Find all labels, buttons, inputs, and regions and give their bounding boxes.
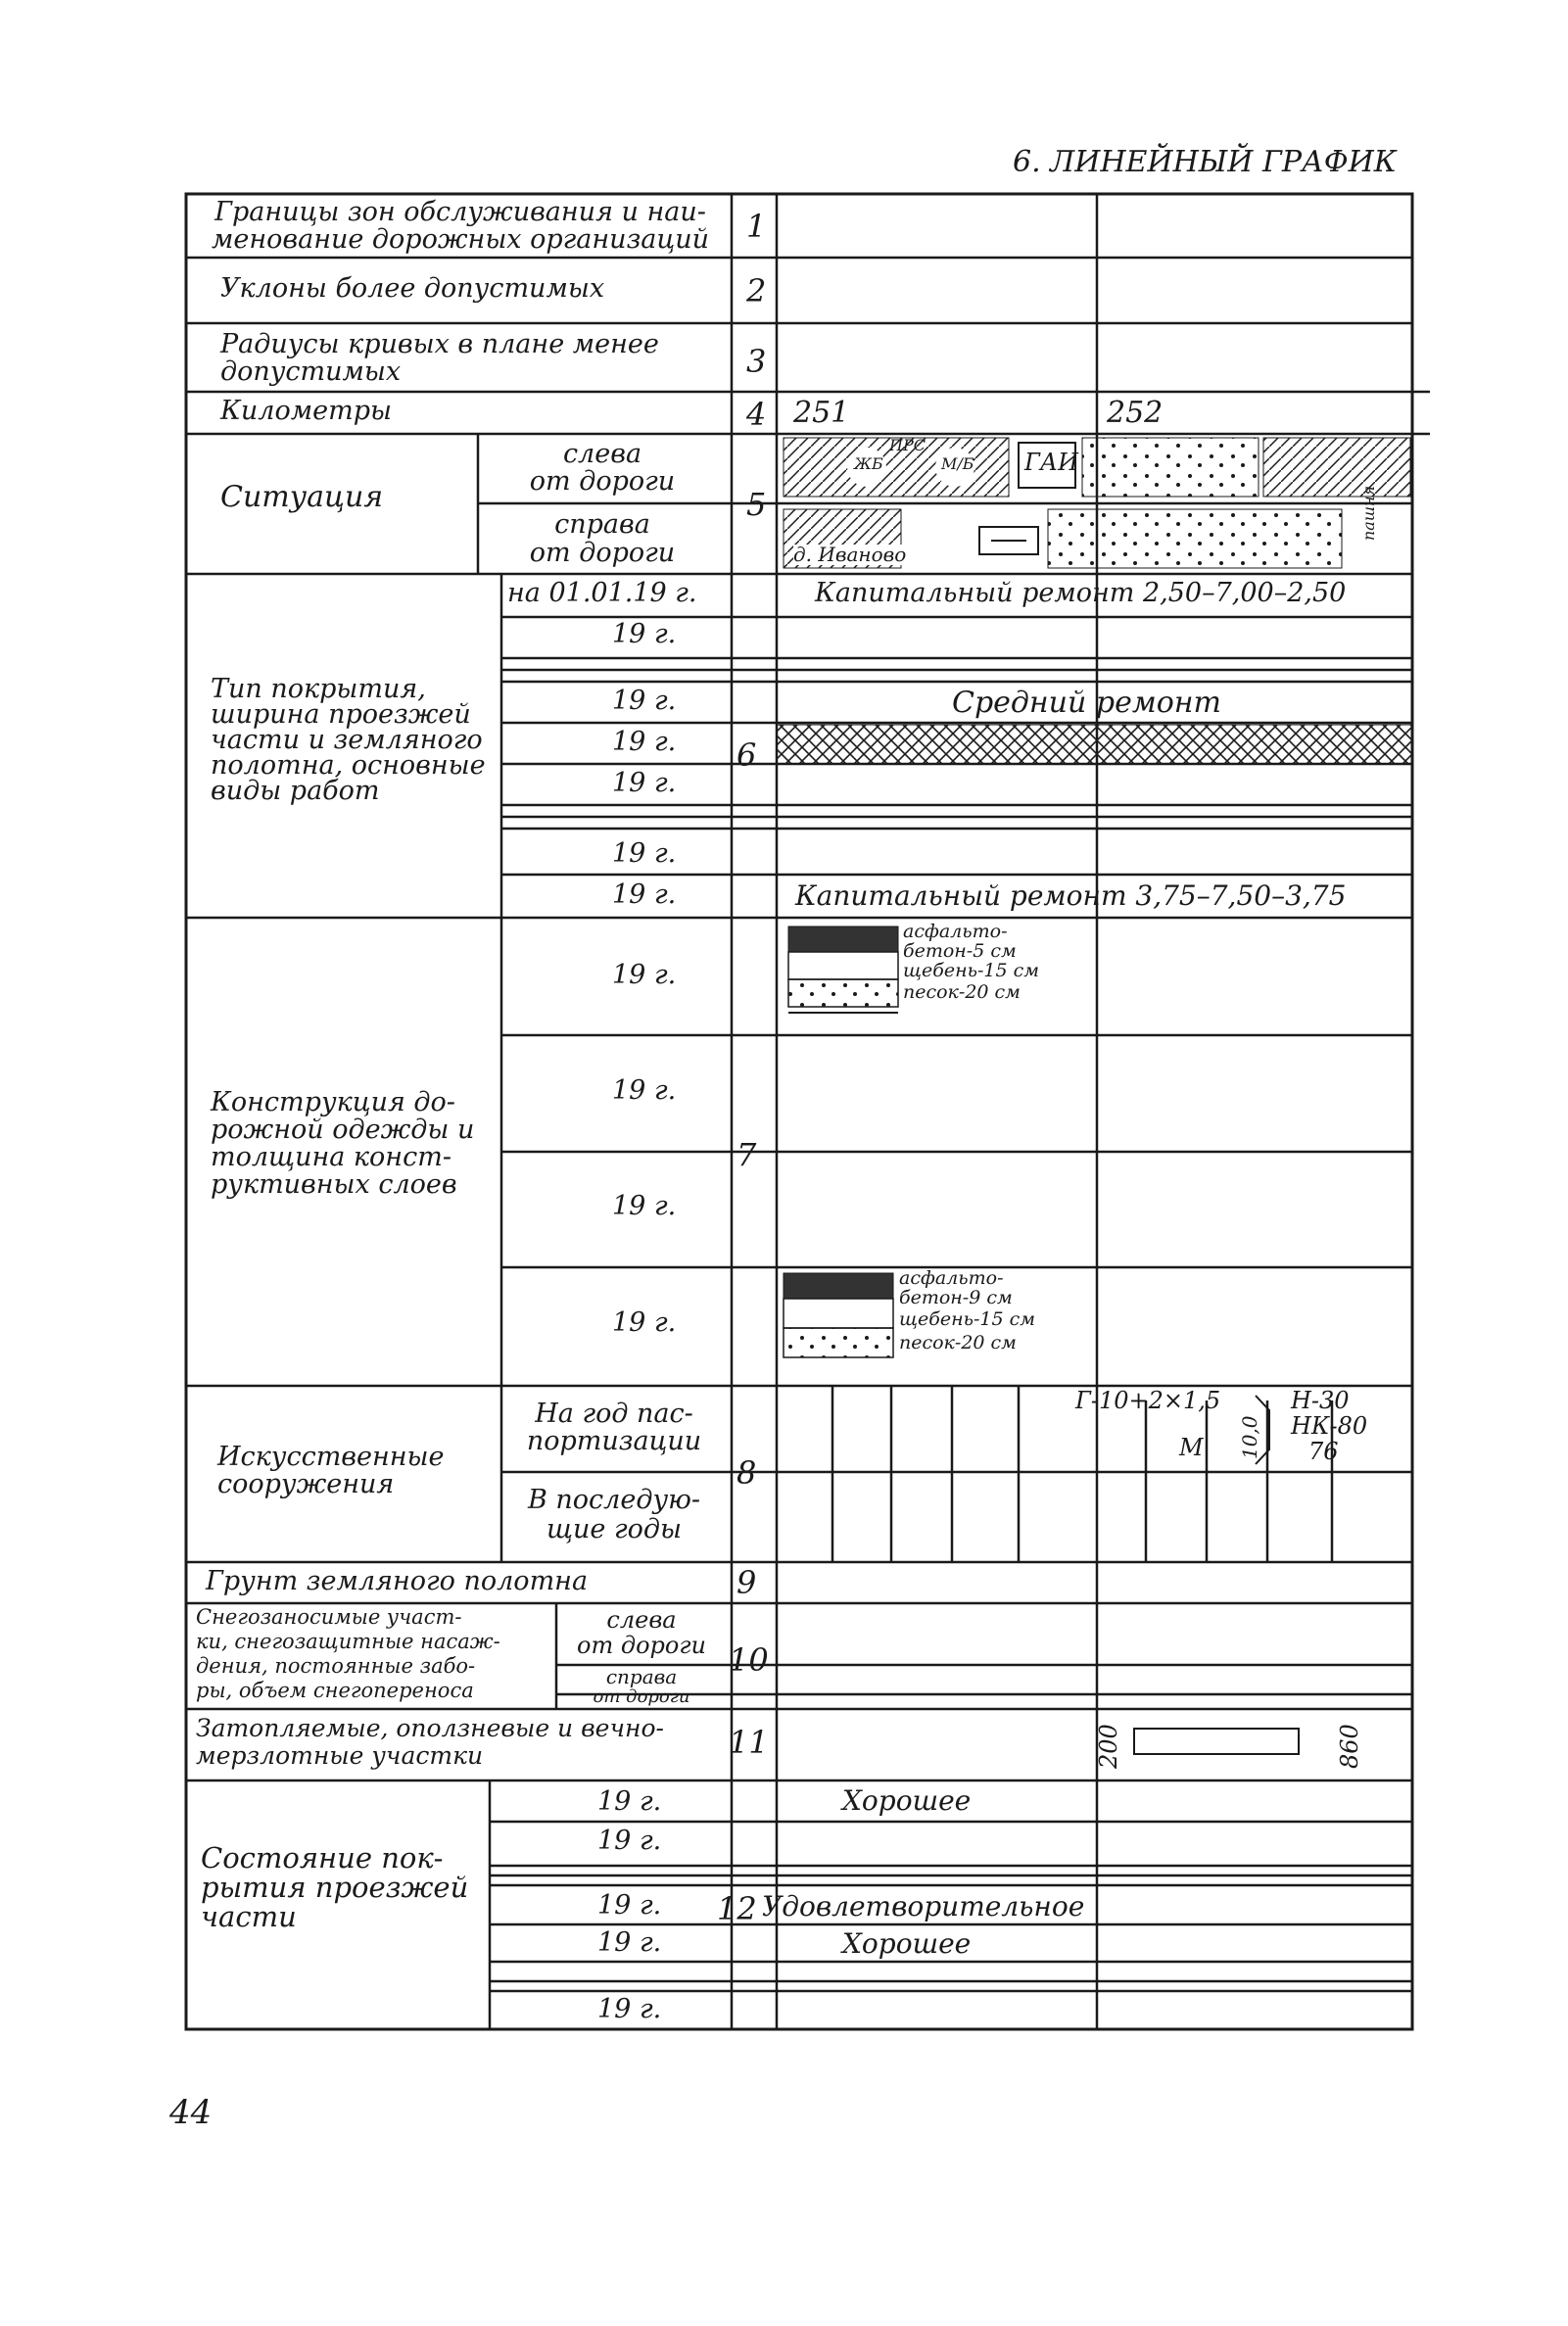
hatched-band [777, 725, 1412, 764]
row8-sub2-line1: В последую- [527, 1485, 701, 1515]
row11-label-line2: мерзлотные участки [196, 1741, 484, 1770]
row12-label-line2: рытия проезжей [201, 1871, 469, 1904]
row9-label: Грунт земляного полотна [206, 1566, 589, 1596]
prs-icon-label: ПРС [889, 436, 926, 454]
field-label: пашня [1359, 485, 1378, 541]
row10-label-line2: ки, снегозащитные насаж- [196, 1630, 500, 1653]
row7-label-line2: рожной одежды и [211, 1115, 475, 1145]
mb-icon-label: М/Б [941, 454, 974, 473]
row10-left-line1: слева [606, 1606, 677, 1634]
row6-date-first: на 01.01.19 г. [507, 578, 697, 608]
row8-sub2-line2: щие годы [546, 1514, 682, 1544]
row4-label: Километры [220, 396, 392, 426]
row6-label-line4: полотна, основные [211, 750, 486, 781]
km-252: 252 [1107, 396, 1164, 430]
row5-left-line1: слева [562, 439, 642, 469]
row9-number: 9 [736, 1564, 757, 1601]
state-good-1: Хорошее [842, 1784, 972, 1817]
layers1-line1: асфальто- [903, 921, 1008, 942]
layers2-line1: асфальто- [899, 1267, 1004, 1289]
row8-label-line1: Искусственные [217, 1442, 445, 1472]
row5-right-line1: справа [554, 509, 650, 540]
row6-label-line2: ширина проезжей [211, 699, 471, 730]
work-capital-1: Капитальный ремонт 2,50–7,00–2,50 [815, 578, 1347, 608]
layers-icon-2 [784, 1273, 893, 1357]
flood-end: 860 [1336, 1724, 1363, 1769]
gai-icon-label: ГАИ [1024, 449, 1078, 476]
row10-right-line2: от дороги [593, 1686, 690, 1707]
bridge-material: М [1179, 1434, 1204, 1461]
kb-icon-label: ЖБ [854, 454, 883, 473]
row5-right-line2: от дороги [529, 538, 676, 568]
row7-year-3: 19 г. [612, 1191, 677, 1221]
situation-left-dots [1082, 438, 1259, 497]
row5-number: 5 [746, 486, 767, 523]
km-251: 251 [793, 396, 850, 430]
state-satisfactory: Удовлетворительное [762, 1890, 1085, 1923]
row2-label: Уклоны более допустимых [220, 273, 605, 304]
bridge-year: 76 [1308, 1438, 1339, 1465]
bridge-spec: Г-10+2×1,5 [1075, 1387, 1221, 1414]
row11-label-line1: Затопляемые, оползневые и вечно- [196, 1714, 664, 1742]
row6-number: 6 [736, 736, 757, 774]
work-capital-2: Капитальный ремонт 3,75–7,50–3,75 [795, 879, 1347, 912]
row3-number: 3 [746, 343, 767, 380]
situation-left-lines [1263, 438, 1410, 497]
row6-year-5: 19 г. [612, 768, 677, 798]
row5-left-line2: от дороги [529, 466, 676, 497]
row8-sub1-line2: портизации [526, 1426, 702, 1456]
row3-label-line2: допустимых [220, 356, 402, 387]
row7-number: 7 [736, 1136, 757, 1173]
layers1-line3: щебень-15 см [903, 960, 1039, 981]
village-label: д. Иваново [793, 543, 907, 566]
layers-icon-1 [788, 926, 898, 1013]
row5-label: Ситуация [220, 480, 384, 514]
row10-label-line4: ры, объем снегопереноса [196, 1679, 474, 1702]
load-class-1: Н-30 [1291, 1387, 1350, 1414]
row8-label-line2: сооружения [217, 1469, 395, 1499]
row2-number: 2 [746, 272, 767, 309]
row11-number: 11 [729, 1724, 769, 1761]
row7-year-4: 19 г. [612, 1307, 677, 1338]
row1-number: 1 [746, 208, 767, 245]
bridge-length: 10,0 [1238, 1415, 1261, 1459]
row6-year-6: 19 г. [612, 838, 677, 869]
row6-label-line5: виды работ [211, 776, 380, 806]
layers1-line4: песок-20 см [903, 981, 1021, 1003]
flood-start: 200 [1095, 1724, 1122, 1769]
work-medium: Средний ремонт [952, 686, 1221, 720]
layers1-line2: бетон-5 см [903, 940, 1017, 962]
layers2-line2: бетон-9 см [899, 1287, 1013, 1308]
page-title: 6. ЛИНЕЙНЫЙ ГРАФИК [1013, 145, 1398, 179]
row7-year-1: 19 г. [612, 960, 677, 990]
row7-label-line1: Конструкция до- [211, 1087, 455, 1117]
row7-label-line3: толщина конст- [211, 1142, 451, 1172]
row6-label-line3: части и земляного [211, 725, 483, 755]
row6-year-2: 19 г. [612, 619, 677, 649]
row4-number: 4 [746, 396, 767, 433]
row10-label-line3: дения, постоянные забо- [196, 1654, 476, 1678]
row6-year-3: 19 г. [612, 686, 677, 716]
state-good-2: Хорошее [842, 1927, 972, 1960]
row3-label-line1: Радиусы кривых в плане менее [220, 329, 659, 359]
row8-sub1-line1: На год пас- [535, 1399, 693, 1429]
row6-label-line1: Тип покрытия, [211, 674, 426, 704]
layers2-line4: песок-20 см [899, 1332, 1017, 1353]
row10-number: 10 [729, 1641, 769, 1679]
layers2-line3: щебень-15 см [899, 1308, 1035, 1330]
row12-year-1: 19 г. [597, 1786, 662, 1817]
row12-year-4: 19 г. [597, 1927, 662, 1958]
load-class-2: НК-80 [1291, 1412, 1368, 1440]
row12-year-2: 19 г. [597, 1826, 662, 1856]
row1-label-line1: Границы зон обслуживания и наи- [214, 197, 706, 227]
row12-number: 12 [717, 1890, 757, 1927]
row8-number: 8 [736, 1454, 757, 1492]
row10-label-line1: Снегозаносимые участ- [196, 1605, 462, 1629]
row6-year-7: 19 г. [612, 879, 677, 910]
row12-year-5: 19 г. [597, 1994, 662, 2024]
flood-bar [1134, 1729, 1299, 1754]
page-number: 44 [169, 2093, 213, 2132]
situation-right-dots [1048, 509, 1342, 568]
row7-year-2: 19 г. [612, 1075, 677, 1106]
row6-year-4: 19 г. [612, 727, 677, 757]
row10-right-line1: справа [605, 1665, 678, 1688]
row12-label-line3: части [201, 1900, 297, 1933]
row7-label-line4: руктивных слоев [211, 1169, 457, 1200]
row1-label-line2: менование дорожных организаций [211, 224, 710, 255]
row10-left-line2: от дороги [577, 1632, 706, 1659]
row12-year-3: 19 г. [597, 1890, 662, 1921]
row12-label-line1: Состояние пок- [201, 1841, 444, 1875]
